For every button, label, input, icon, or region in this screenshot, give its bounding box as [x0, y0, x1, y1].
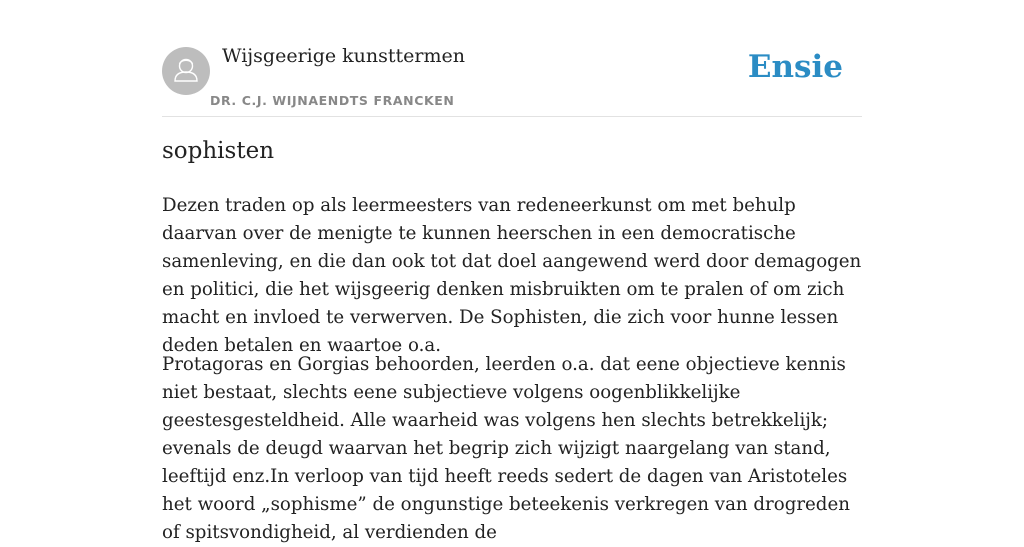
- ensie-logo[interactable]: Ensie: [747, 49, 843, 85]
- page-container: [162, 0, 862, 543]
- author-name[interactable]: DR. C.J. WIJNAENDTS FRANCKEN: [210, 93, 455, 108]
- user-avatar-icon: [162, 47, 210, 95]
- entry-title: sophisten: [162, 138, 275, 164]
- book-title[interactable]: Wijsgeerige kunsttermen: [222, 45, 466, 67]
- entry-paragraph-2: Protagoras en Gorgias behoorden, leerden o.a. dat eene objectieve kennis niet bestaat, slechts eene subjectieve volgens oogenblikkelijke geestesgesteldheid. Alle waarheid was volgens hen slechts betrekkelijk; evenals de deugd waarvan het begrip zich wijzigt naargelang van stand, leeftijd enz.In verloop van tijd heeft reeds sedert de dagen van Aristoteles het woord „sophisme” de ongunstige beteekenis verkregen van drogreden of spitsvondigheid, al verdienden de: [162, 354, 850, 543]
- author-avatar[interactable]: [162, 47, 210, 95]
- entry-paragraph-1: Dezen traden op als leermeesters van redeneerkunst om met behulp daarvan over de menigte te kunnen heerschen in een democratische samenleving, en die dan ook tot dat doel aangewend werd door demagogen en politici, die het wijsgeerig denken misbruikten om te pralen of om zich macht en invloed te verwerven. De Sophisten, die zich voor hunne lessen deden betalen en waartoe o.a.: [162, 195, 862, 356]
- book-header: [162, 0, 862, 117]
